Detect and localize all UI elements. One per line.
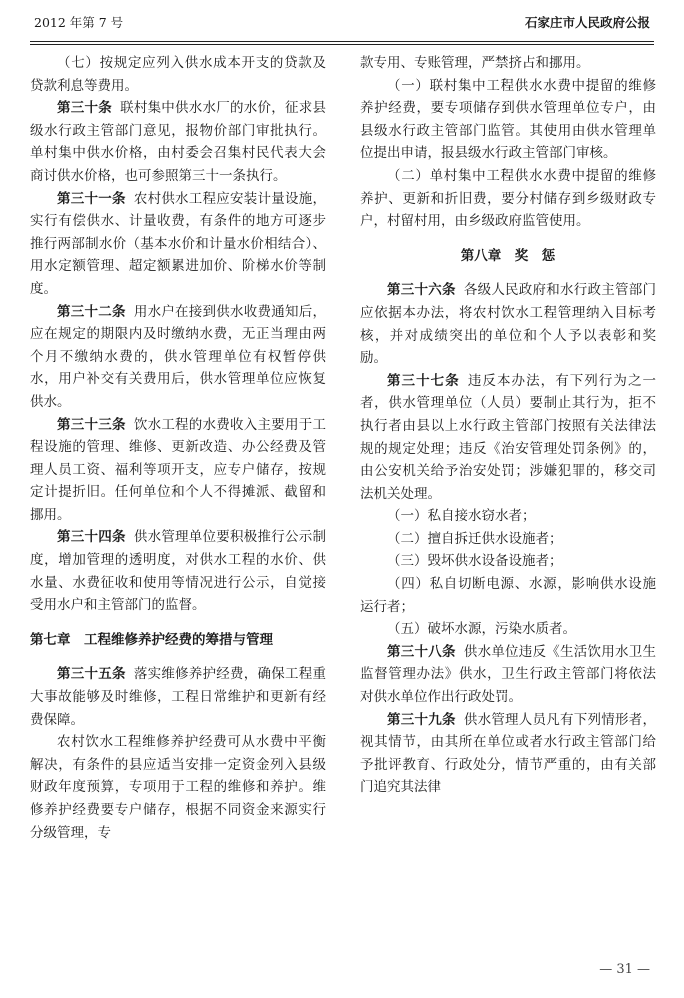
article-35-text: 落实维修养护经费，确保工程重大事故能够及时维修，工程日常维护和更新有经费保障。 [30,666,327,728]
article-30-heading: 第三十条 [57,100,112,117]
issue-label: 2012 年第 7 号 [34,15,124,30]
article-33-text: 饮水工程的水费收入主要用于工程设施的管理、维修、更新改造、办公经费及管理人员工资、福利等项开支，应专户储存，按规定计提折旧。任何单位和个人不得摊派、截留和挪用。 [30,416,327,523]
list-item: （三）毁坏供水设备设施者； [387,553,563,570]
page-number: — 31 — [599,962,650,977]
article-35-heading: 第三十五条 [57,666,126,683]
article-38 [360,641,656,709]
list-item: （四）私自切断电源、水源，影响供水设施运行者； [360,576,656,615]
clause-2: （二）单村集中工程供水水费中提留的维修养护、更新和折旧费，要分村储存到乡级财政专户，村留村用，由乡级政府监管使用。 [360,167,656,230]
article-38-text: 供水单位违反《生活饮用水卫生监督管理办法》供水，卫生行政主管部门将依法对供水单位作出行政处罚。 [360,643,657,706]
article-35 [30,663,326,731]
list-item: （一）私自接水窃水者； [387,508,536,525]
article-34 [30,526,326,616]
article-39 [360,709,656,799]
article-31-heading: 第三十一条 [57,190,126,207]
list-item: （二）擅自拆迁供水设施者； [387,530,563,547]
article-31 [30,188,326,301]
article-36 [360,279,656,369]
article-37-heading: 第三十七条 [387,372,460,389]
article-38-heading: 第三十八条 [387,643,456,660]
article-39-heading: 第三十九条 [387,711,456,728]
chapter-8-heading: 第八章 奖 惩 [460,247,556,264]
article-36-text: 各级人民政府和水行政主管部门应依据本办法，将农村饮水工程管理纳入目标考核，并对成绩突出的单位和个人予以表彰和奖励。 [360,282,657,367]
article-37 [360,370,656,506]
article-35-paragraph-2: 农村饮水工程维修养护经费可从水费中平衡解决，有条件的县应适当安排一定资金列入县级财政年度预算，专项用于工程的维修和养护。维修养护经费要专户储存，根据不同资金来源实行分级管理，专 [30,734,326,841]
list-item: （五）破坏水源，污染水质者。 [387,621,576,638]
header-rule-thin [30,44,654,45]
article-32 [30,301,326,414]
article-32-text: 用水户在接到供水收费通知后，应在规定的期限内及时缴纳水费，无正当理由两个月不缴纳水费的，供水管理单位有权暂停供水，用户补交有关费用后，供水管理单位应恢复供水。 [30,303,327,410]
right-column [360,52,656,799]
article-31-text: 农村供水工程应安装计量设施，实行有偿供水、计量收费，有条件的地方可逐步推行两部制水价（基本水价和计量水价相结合）、用水定额管理、超定额累进加价、阶梯水价等制度。 [30,190,327,297]
header-rule-thick [30,41,654,42]
item-7: （七）按规定应列入供水成本开支的贷款及贷款利息等费用。 [30,55,326,94]
article-30 [30,97,326,187]
article-34-text: 供水管理单位要积极推行公示制度，增加管理的透明度，对供水工程的水价、供水量、水费征收和使用等情况进行公示，自觉接受用水户和主管部门的监督。 [30,529,327,614]
article-33-heading: 第三十三条 [57,416,126,433]
publication-title: 石家庄市人民政府公报 [524,15,650,30]
article-39-text: 供水管理人员凡有下列情形者，视其情节，由其所在单位或者水行政主管部门给予批评教育、行政处分，情节严重的，由有关部门追究其法律 [360,711,657,796]
clause-1: （一）联村集中工程供水水费中提留的维修养护经费，要专项储存到供水管理单位专户，由县级水行政主管部门监管。其使用由供水管理单位提出申请，报县级水行政主管部门审核。 [360,77,656,162]
left-column [30,52,326,844]
article-36-heading: 第三十六条 [387,282,456,299]
article-37-text: 违反本办法，有下列行为之一者，供水管理单位（人员）要制止其行为，拒不执行者由县以上水行政主管部门按照有关法律法规的规定处理；违反《治安管理处罚条例》的，由公安机关给予治安处罚；涉嫌犯罪的，移交司法机关处理。 [360,372,657,502]
article-30-text: 联村集中供水水厂的水价，征求县级水行政主管部门意见，报物价部门审批执行。单村集中供水价格，由村委会召集村民代表大会商讨供水价格，也可参照第三十一条执行。 [30,100,327,184]
article-34-heading: 第三十四条 [57,529,126,546]
chapter-7-heading: 第七章 工程维修养护经费的筹措与管理 [30,631,273,648]
page-header [30,9,654,37]
continued-text: 款专用、专账管理，严禁挤占和挪用。 [360,55,590,71]
article-33 [30,414,326,527]
article-32-heading: 第三十二条 [57,303,126,320]
